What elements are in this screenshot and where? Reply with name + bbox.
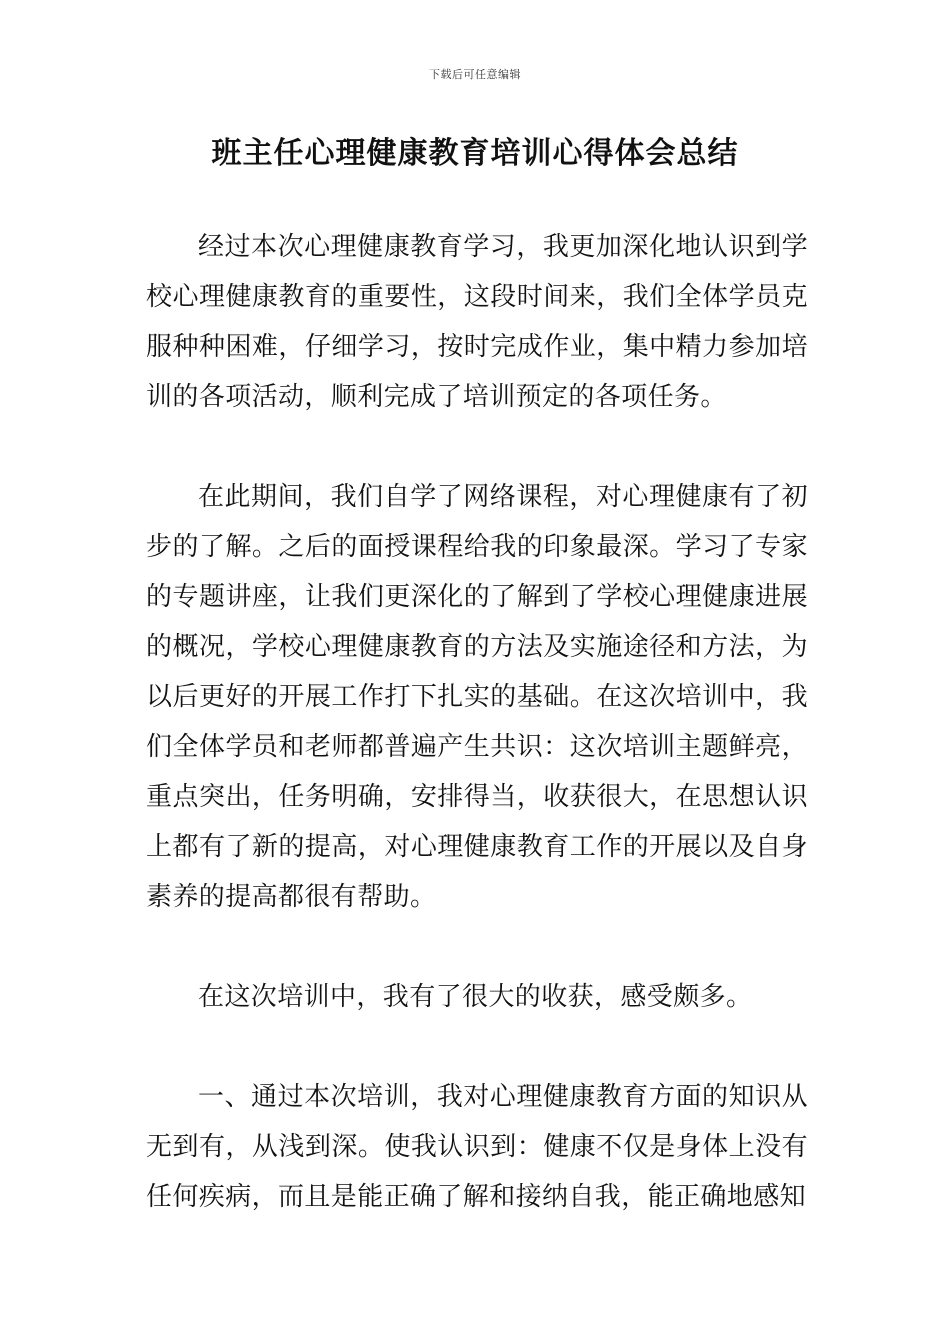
paragraph-3: 在这次培训中，我有了很大的收获，感受颇多。 <box>198 982 753 1012</box>
paragraph-2: 在此期间，我们自学了网络课程，对心理健康有了初步的了解。之后的面授课程给我的印象最深。学习了专家的专题讲座，让我们更深化的了解到了学校心理健康进展的概况，学校心理健康教育的方法及实施途径和方法，为以后更好的开展工作打下扎实的基础。在这次培训中，我们全体学员和老师都普遍产生共识：这次培训主题鲜亮，重点突出，任务明确，安排得当，收获很大，在思想认识上都有了新的提高，对心理健康教育工作的开展以及自身素养的提高都很有帮助。 <box>146 482 808 912</box>
paragraph-1: 经过本次心理健康教育学习，我更加深化地认识到学校心理健康教育的重要性，这段时间来，我们全体学员克服种种困难，仔细学习，按时完成作业，集中精力参加培训的各项活动，顺利完成了培训预定的各项任务。 <box>146 232 808 412</box>
header-note: 下载后可任意编辑 <box>429 68 521 81</box>
paragraph-4: 一、通过本次培训，我对心理健康教育方面的知识从无到有，从浅到深。使我认识到：健康不仅是身体上没有任何疾病，而且是能正确了解和接纳自我，能正确地感知 <box>146 1082 808 1212</box>
page-title: 班主任心理健康教育培训心得体会总结 <box>211 136 739 171</box>
document-body <box>146 222 808 1222</box>
